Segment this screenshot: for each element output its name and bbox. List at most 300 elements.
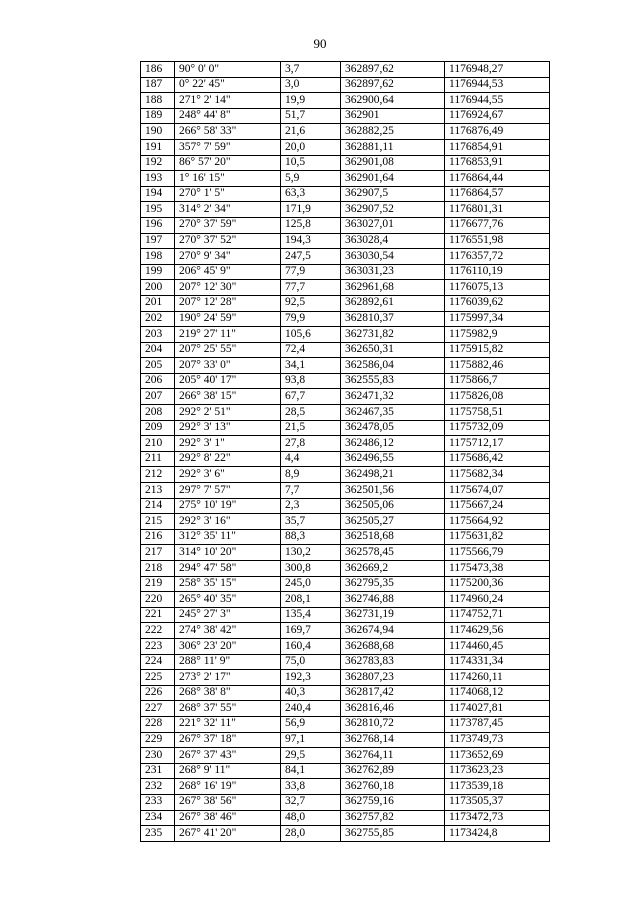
x-coordinate-cell: 362498,21 [341, 467, 445, 483]
bearing-cell: 288° 11' 9" [175, 654, 281, 670]
table-row [141, 779, 550, 795]
bearing-cell: 292° 8' 22" [175, 451, 281, 467]
y-coordinate-cell: 1176864,57 [445, 186, 550, 202]
x-coordinate-cell: 362768,14 [341, 732, 445, 748]
distance-cell: 105,6 [281, 327, 341, 343]
y-coordinate-cell: 1175882,46 [445, 358, 550, 374]
x-coordinate-cell: 362764,11 [341, 748, 445, 764]
page-number: 90 [313, 36, 327, 51]
x-coordinate-cell: 362881,11 [341, 139, 445, 155]
distance-cell: 20,0 [281, 139, 341, 155]
bearing-cell: 1° 16' 15" [175, 171, 281, 187]
point-number-cell: 204 [141, 342, 175, 358]
x-coordinate-cell: 363028,4 [341, 233, 445, 249]
distance-cell: 88,3 [281, 529, 341, 545]
y-coordinate-cell: 1174752,71 [445, 607, 550, 623]
x-coordinate-cell: 362901 [341, 108, 445, 124]
distance-cell: 27,8 [281, 436, 341, 452]
y-coordinate-cell: 1175682,34 [445, 467, 550, 483]
y-coordinate-cell: 1176948,27 [445, 62, 550, 78]
x-coordinate-cell: 362897,62 [341, 77, 445, 93]
point-number-cell: 200 [141, 280, 175, 296]
table-row [141, 373, 550, 389]
point-number-cell: 214 [141, 498, 175, 514]
y-coordinate-cell: 1175758,51 [445, 405, 550, 421]
bearing-cell: 270° 9' 34" [175, 249, 281, 265]
y-coordinate-cell: 1173652,69 [445, 748, 550, 764]
x-coordinate-cell: 362961,68 [341, 280, 445, 296]
x-coordinate-cell: 362783,83 [341, 654, 445, 670]
y-coordinate-cell: 1175566,79 [445, 545, 550, 561]
distance-cell: 29,5 [281, 748, 341, 764]
y-coordinate-cell: 1173505,37 [445, 794, 550, 810]
point-number-cell: 197 [141, 233, 175, 249]
distance-cell: 35,7 [281, 514, 341, 530]
x-coordinate-cell: 362731,19 [341, 607, 445, 623]
x-coordinate-cell: 362505,27 [341, 514, 445, 530]
x-coordinate-cell: 362762,89 [341, 763, 445, 779]
y-coordinate-cell: 1175200,36 [445, 576, 550, 592]
bearing-cell: 297° 7' 57" [175, 483, 281, 499]
y-coordinate-cell: 1175982,9 [445, 327, 550, 343]
point-number-cell: 232 [141, 779, 175, 795]
x-coordinate-cell: 362816,46 [341, 701, 445, 717]
table-row [141, 327, 550, 343]
point-number-cell: 228 [141, 716, 175, 732]
y-coordinate-cell: 1176944,55 [445, 93, 550, 109]
bearing-cell: 292° 3' 6" [175, 467, 281, 483]
table-row [141, 62, 550, 78]
point-number-cell: 213 [141, 483, 175, 499]
table-row [141, 342, 550, 358]
y-coordinate-cell: 1173787,45 [445, 716, 550, 732]
y-coordinate-cell: 1176357,72 [445, 249, 550, 265]
bearing-cell: 292° 3' 16" [175, 514, 281, 530]
table-row [141, 139, 550, 155]
bearing-cell: 245° 27' 3" [175, 607, 281, 623]
bearing-cell: 267° 37' 43" [175, 748, 281, 764]
point-number-cell: 191 [141, 139, 175, 155]
point-number-cell: 210 [141, 436, 175, 452]
table-row [141, 264, 550, 280]
point-number-cell: 201 [141, 295, 175, 311]
y-coordinate-cell: 1173539,18 [445, 779, 550, 795]
x-coordinate-cell: 362901,64 [341, 171, 445, 187]
point-number-cell: 224 [141, 654, 175, 670]
table-row [141, 732, 550, 748]
table-row [141, 77, 550, 93]
coordinates-table [140, 61, 550, 842]
point-number-cell: 220 [141, 592, 175, 608]
point-number-cell: 211 [141, 451, 175, 467]
table-row [141, 483, 550, 499]
bearing-cell: 268° 9' 11" [175, 763, 281, 779]
point-number-cell: 216 [141, 529, 175, 545]
distance-cell: 19,9 [281, 93, 341, 109]
distance-cell: 33,8 [281, 779, 341, 795]
table-row [141, 311, 550, 327]
y-coordinate-cell: 1175866,7 [445, 373, 550, 389]
y-coordinate-cell: 1176075,13 [445, 280, 550, 296]
x-coordinate-cell: 362810,37 [341, 311, 445, 327]
distance-cell: 75,0 [281, 654, 341, 670]
table-row [141, 498, 550, 514]
bearing-cell: 274° 38' 42" [175, 623, 281, 639]
table-row [141, 108, 550, 124]
distance-cell: 135,4 [281, 607, 341, 623]
y-coordinate-cell: 1175997,34 [445, 311, 550, 327]
table-row [141, 467, 550, 483]
x-coordinate-cell: 362892,61 [341, 295, 445, 311]
bearing-cell: 275° 10' 19" [175, 498, 281, 514]
point-number-cell: 190 [141, 124, 175, 140]
point-number-cell: 212 [141, 467, 175, 483]
distance-cell: 240,4 [281, 701, 341, 717]
table-row [141, 701, 550, 717]
point-number-cell: 227 [141, 701, 175, 717]
x-coordinate-cell: 362467,35 [341, 405, 445, 421]
y-coordinate-cell: 1174068,12 [445, 685, 550, 701]
bearing-cell: 292° 2' 51" [175, 405, 281, 421]
point-number-cell: 229 [141, 732, 175, 748]
point-number-cell: 233 [141, 794, 175, 810]
x-coordinate-cell: 362586,04 [341, 358, 445, 374]
point-number-cell: 225 [141, 670, 175, 686]
distance-cell: 171,9 [281, 202, 341, 218]
distance-cell: 300,8 [281, 561, 341, 577]
distance-cell: 169,7 [281, 623, 341, 639]
x-coordinate-cell: 362674,94 [341, 623, 445, 639]
distance-cell: 21,6 [281, 124, 341, 140]
table-row [141, 280, 550, 296]
y-coordinate-cell: 1173472,73 [445, 810, 550, 826]
y-coordinate-cell: 1175712,17 [445, 436, 550, 452]
distance-cell: 247,5 [281, 249, 341, 265]
x-coordinate-cell: 362555,83 [341, 373, 445, 389]
table-row [141, 607, 550, 623]
distance-cell: 160,4 [281, 638, 341, 654]
y-coordinate-cell: 1173623,23 [445, 763, 550, 779]
bearing-cell: 207° 33' 0" [175, 358, 281, 374]
x-coordinate-cell: 362731,82 [341, 327, 445, 343]
y-coordinate-cell: 1173424,8 [445, 826, 550, 842]
point-number-cell: 235 [141, 826, 175, 842]
y-coordinate-cell: 1176854,91 [445, 139, 550, 155]
point-number-cell: 218 [141, 561, 175, 577]
x-coordinate-cell: 362496,55 [341, 451, 445, 467]
x-coordinate-cell: 362669,2 [341, 561, 445, 577]
y-coordinate-cell: 1175686,42 [445, 451, 550, 467]
distance-cell: 63,3 [281, 186, 341, 202]
point-number-cell: 206 [141, 373, 175, 389]
x-coordinate-cell: 362897,62 [341, 62, 445, 78]
distance-cell: 34,1 [281, 358, 341, 374]
table-row [141, 514, 550, 530]
point-number-cell: 188 [141, 93, 175, 109]
x-coordinate-cell: 362882,25 [341, 124, 445, 140]
table-row [141, 249, 550, 265]
point-number-cell: 221 [141, 607, 175, 623]
y-coordinate-cell: 1175631,82 [445, 529, 550, 545]
table-row [141, 155, 550, 171]
table-row [141, 451, 550, 467]
table-row [141, 545, 550, 561]
bearing-cell: 0° 22' 45" [175, 77, 281, 93]
y-coordinate-cell: 1175915,82 [445, 342, 550, 358]
point-number-cell: 209 [141, 420, 175, 436]
bearing-cell: 258° 35' 15" [175, 576, 281, 592]
x-coordinate-cell: 362478,05 [341, 420, 445, 436]
distance-cell: 51,7 [281, 108, 341, 124]
bearing-cell: 190° 24' 59" [175, 311, 281, 327]
y-coordinate-cell: 1174460,45 [445, 638, 550, 654]
bearing-cell: 270° 37' 59" [175, 217, 281, 233]
y-coordinate-cell: 1174260,11 [445, 670, 550, 686]
y-coordinate-cell: 1174027,81 [445, 701, 550, 717]
table-row [141, 794, 550, 810]
bearing-cell: 265° 40' 35" [175, 592, 281, 608]
distance-cell: 192,3 [281, 670, 341, 686]
distance-cell: 56,9 [281, 716, 341, 732]
distance-cell: 48,0 [281, 810, 341, 826]
x-coordinate-cell: 363031,23 [341, 264, 445, 280]
table-row [141, 529, 550, 545]
bearing-cell: 314° 2' 34" [175, 202, 281, 218]
table-row [141, 186, 550, 202]
x-coordinate-cell: 362578,45 [341, 545, 445, 561]
table-row [141, 389, 550, 405]
table-body [141, 62, 550, 842]
table-row [141, 763, 550, 779]
y-coordinate-cell: 1175732,09 [445, 420, 550, 436]
table-row [141, 436, 550, 452]
point-number-cell: 187 [141, 77, 175, 93]
bearing-cell: 292° 3' 1" [175, 436, 281, 452]
distance-cell: 21,5 [281, 420, 341, 436]
distance-cell: 40,3 [281, 685, 341, 701]
bearing-cell: 90° 0' 0" [175, 62, 281, 78]
x-coordinate-cell: 362759,16 [341, 794, 445, 810]
distance-cell: 7,7 [281, 483, 341, 499]
distance-cell: 84,1 [281, 763, 341, 779]
distance-cell: 77,7 [281, 280, 341, 296]
distance-cell: 2,3 [281, 498, 341, 514]
x-coordinate-cell: 362901,08 [341, 155, 445, 171]
x-coordinate-cell: 362757,82 [341, 810, 445, 826]
bearing-cell: 266° 38' 15" [175, 389, 281, 405]
table-row [141, 576, 550, 592]
x-coordinate-cell: 362807,23 [341, 670, 445, 686]
table-row [141, 638, 550, 654]
distance-cell: 130,2 [281, 545, 341, 561]
point-number-cell: 186 [141, 62, 175, 78]
table-row [141, 685, 550, 701]
point-number-cell: 194 [141, 186, 175, 202]
y-coordinate-cell: 1176944,53 [445, 77, 550, 93]
distance-cell: 67,7 [281, 389, 341, 405]
x-coordinate-cell: 362746,88 [341, 592, 445, 608]
x-coordinate-cell: 362518,68 [341, 529, 445, 545]
distance-cell: 92,5 [281, 295, 341, 311]
point-number-cell: 205 [141, 358, 175, 374]
bearing-cell: 268° 16' 19" [175, 779, 281, 795]
bearing-cell: 273° 2' 17" [175, 670, 281, 686]
bearing-cell: 268° 38' 8" [175, 685, 281, 701]
distance-cell: 245,0 [281, 576, 341, 592]
point-number-cell: 195 [141, 202, 175, 218]
distance-cell: 32,7 [281, 794, 341, 810]
x-coordinate-cell: 363027,01 [341, 217, 445, 233]
bearing-cell: 206° 45' 9" [175, 264, 281, 280]
y-coordinate-cell: 1176551,98 [445, 233, 550, 249]
bearing-cell: 86° 57' 20" [175, 155, 281, 171]
table-row [141, 420, 550, 436]
bearing-cell: 314° 10' 20" [175, 545, 281, 561]
y-coordinate-cell: 1176924,67 [445, 108, 550, 124]
distance-cell: 72,4 [281, 342, 341, 358]
bearing-cell: 271° 2' 14" [175, 93, 281, 109]
point-number-cell: 202 [141, 311, 175, 327]
bearing-cell: 270° 1' 5" [175, 186, 281, 202]
point-number-cell: 203 [141, 327, 175, 343]
point-number-cell: 198 [141, 249, 175, 265]
table-row [141, 826, 550, 842]
y-coordinate-cell: 1176110,19 [445, 264, 550, 280]
distance-cell: 3,7 [281, 62, 341, 78]
bearing-cell: 207° 12' 28" [175, 295, 281, 311]
table-row [141, 124, 550, 140]
distance-cell: 93,8 [281, 373, 341, 389]
table-row [141, 654, 550, 670]
point-number-cell: 189 [141, 108, 175, 124]
table-row [141, 561, 550, 577]
point-number-cell: 222 [141, 623, 175, 639]
bearing-cell: 207° 12' 30" [175, 280, 281, 296]
table-row [141, 670, 550, 686]
x-coordinate-cell: 362907,5 [341, 186, 445, 202]
point-number-cell: 231 [141, 763, 175, 779]
distance-cell: 5,9 [281, 171, 341, 187]
point-number-cell: 199 [141, 264, 175, 280]
distance-cell: 10,5 [281, 155, 341, 171]
bearing-cell: 221° 32' 11" [175, 716, 281, 732]
point-number-cell: 219 [141, 576, 175, 592]
x-coordinate-cell: 362795,35 [341, 576, 445, 592]
y-coordinate-cell: 1174960,24 [445, 592, 550, 608]
y-coordinate-cell: 1176801,31 [445, 202, 550, 218]
point-number-cell: 193 [141, 171, 175, 187]
distance-cell: 28,0 [281, 826, 341, 842]
bearing-cell: 207° 25' 55" [175, 342, 281, 358]
table-row [141, 748, 550, 764]
y-coordinate-cell: 1175664,92 [445, 514, 550, 530]
bearing-cell: 270° 37' 52" [175, 233, 281, 249]
y-coordinate-cell: 1173749,73 [445, 732, 550, 748]
x-coordinate-cell: 362501,56 [341, 483, 445, 499]
y-coordinate-cell: 1175667,24 [445, 498, 550, 514]
x-coordinate-cell: 362650,31 [341, 342, 445, 358]
table-row [141, 358, 550, 374]
table-row [141, 233, 550, 249]
point-number-cell: 226 [141, 685, 175, 701]
point-number-cell: 196 [141, 217, 175, 233]
bearing-cell: 292° 3' 13" [175, 420, 281, 436]
bearing-cell: 267° 41' 20" [175, 826, 281, 842]
distance-cell: 28,5 [281, 405, 341, 421]
y-coordinate-cell: 1176853,91 [445, 155, 550, 171]
distance-cell: 79,9 [281, 311, 341, 327]
y-coordinate-cell: 1176876,49 [445, 124, 550, 140]
table-row [141, 171, 550, 187]
y-coordinate-cell: 1175473,38 [445, 561, 550, 577]
distance-cell: 77,9 [281, 264, 341, 280]
x-coordinate-cell: 362817,42 [341, 685, 445, 701]
distance-cell: 208,1 [281, 592, 341, 608]
x-coordinate-cell: 362755,85 [341, 826, 445, 842]
table-row [141, 716, 550, 732]
bearing-cell: 357° 7' 59" [175, 139, 281, 155]
bearing-cell: 267° 38' 46" [175, 810, 281, 826]
y-coordinate-cell: 1176677,76 [445, 217, 550, 233]
distance-cell: 3,0 [281, 77, 341, 93]
point-number-cell: 192 [141, 155, 175, 171]
bearing-cell: 219° 27' 11" [175, 327, 281, 343]
y-coordinate-cell: 1175674,07 [445, 483, 550, 499]
point-number-cell: 208 [141, 405, 175, 421]
bearing-cell: 312° 35' 11" [175, 529, 281, 545]
table-row [141, 592, 550, 608]
x-coordinate-cell: 362471,32 [341, 389, 445, 405]
bearing-cell: 267° 38' 56" [175, 794, 281, 810]
distance-cell: 4,4 [281, 451, 341, 467]
table-row [141, 623, 550, 639]
distance-cell: 97,1 [281, 732, 341, 748]
x-coordinate-cell: 362810,72 [341, 716, 445, 732]
table-row [141, 810, 550, 826]
y-coordinate-cell: 1176864,44 [445, 171, 550, 187]
y-coordinate-cell: 1176039,62 [445, 295, 550, 311]
bearing-cell: 294° 47' 58" [175, 561, 281, 577]
point-number-cell: 230 [141, 748, 175, 764]
x-coordinate-cell: 362505,06 [341, 498, 445, 514]
x-coordinate-cell: 363030,54 [341, 249, 445, 265]
table-row [141, 217, 550, 233]
bearing-cell: 306° 23' 20" [175, 638, 281, 654]
table-row [141, 405, 550, 421]
x-coordinate-cell: 362760,18 [341, 779, 445, 795]
bearing-cell: 266° 58' 33" [175, 124, 281, 140]
bearing-cell: 268° 37' 55" [175, 701, 281, 717]
table-row [141, 202, 550, 218]
table-row [141, 93, 550, 109]
point-number-cell: 215 [141, 514, 175, 530]
distance-cell: 125,8 [281, 217, 341, 233]
x-coordinate-cell: 362486,12 [341, 436, 445, 452]
bearing-cell: 248° 44' 8" [175, 108, 281, 124]
x-coordinate-cell: 362907,52 [341, 202, 445, 218]
y-coordinate-cell: 1174629,56 [445, 623, 550, 639]
x-coordinate-cell: 362900,64 [341, 93, 445, 109]
distance-cell: 194,3 [281, 233, 341, 249]
y-coordinate-cell: 1174331,34 [445, 654, 550, 670]
point-number-cell: 207 [141, 389, 175, 405]
bearing-cell: 267° 37' 18" [175, 732, 281, 748]
point-number-cell: 234 [141, 810, 175, 826]
x-coordinate-cell: 362688,68 [341, 638, 445, 654]
point-number-cell: 223 [141, 638, 175, 654]
distance-cell: 8,9 [281, 467, 341, 483]
table-row [141, 295, 550, 311]
